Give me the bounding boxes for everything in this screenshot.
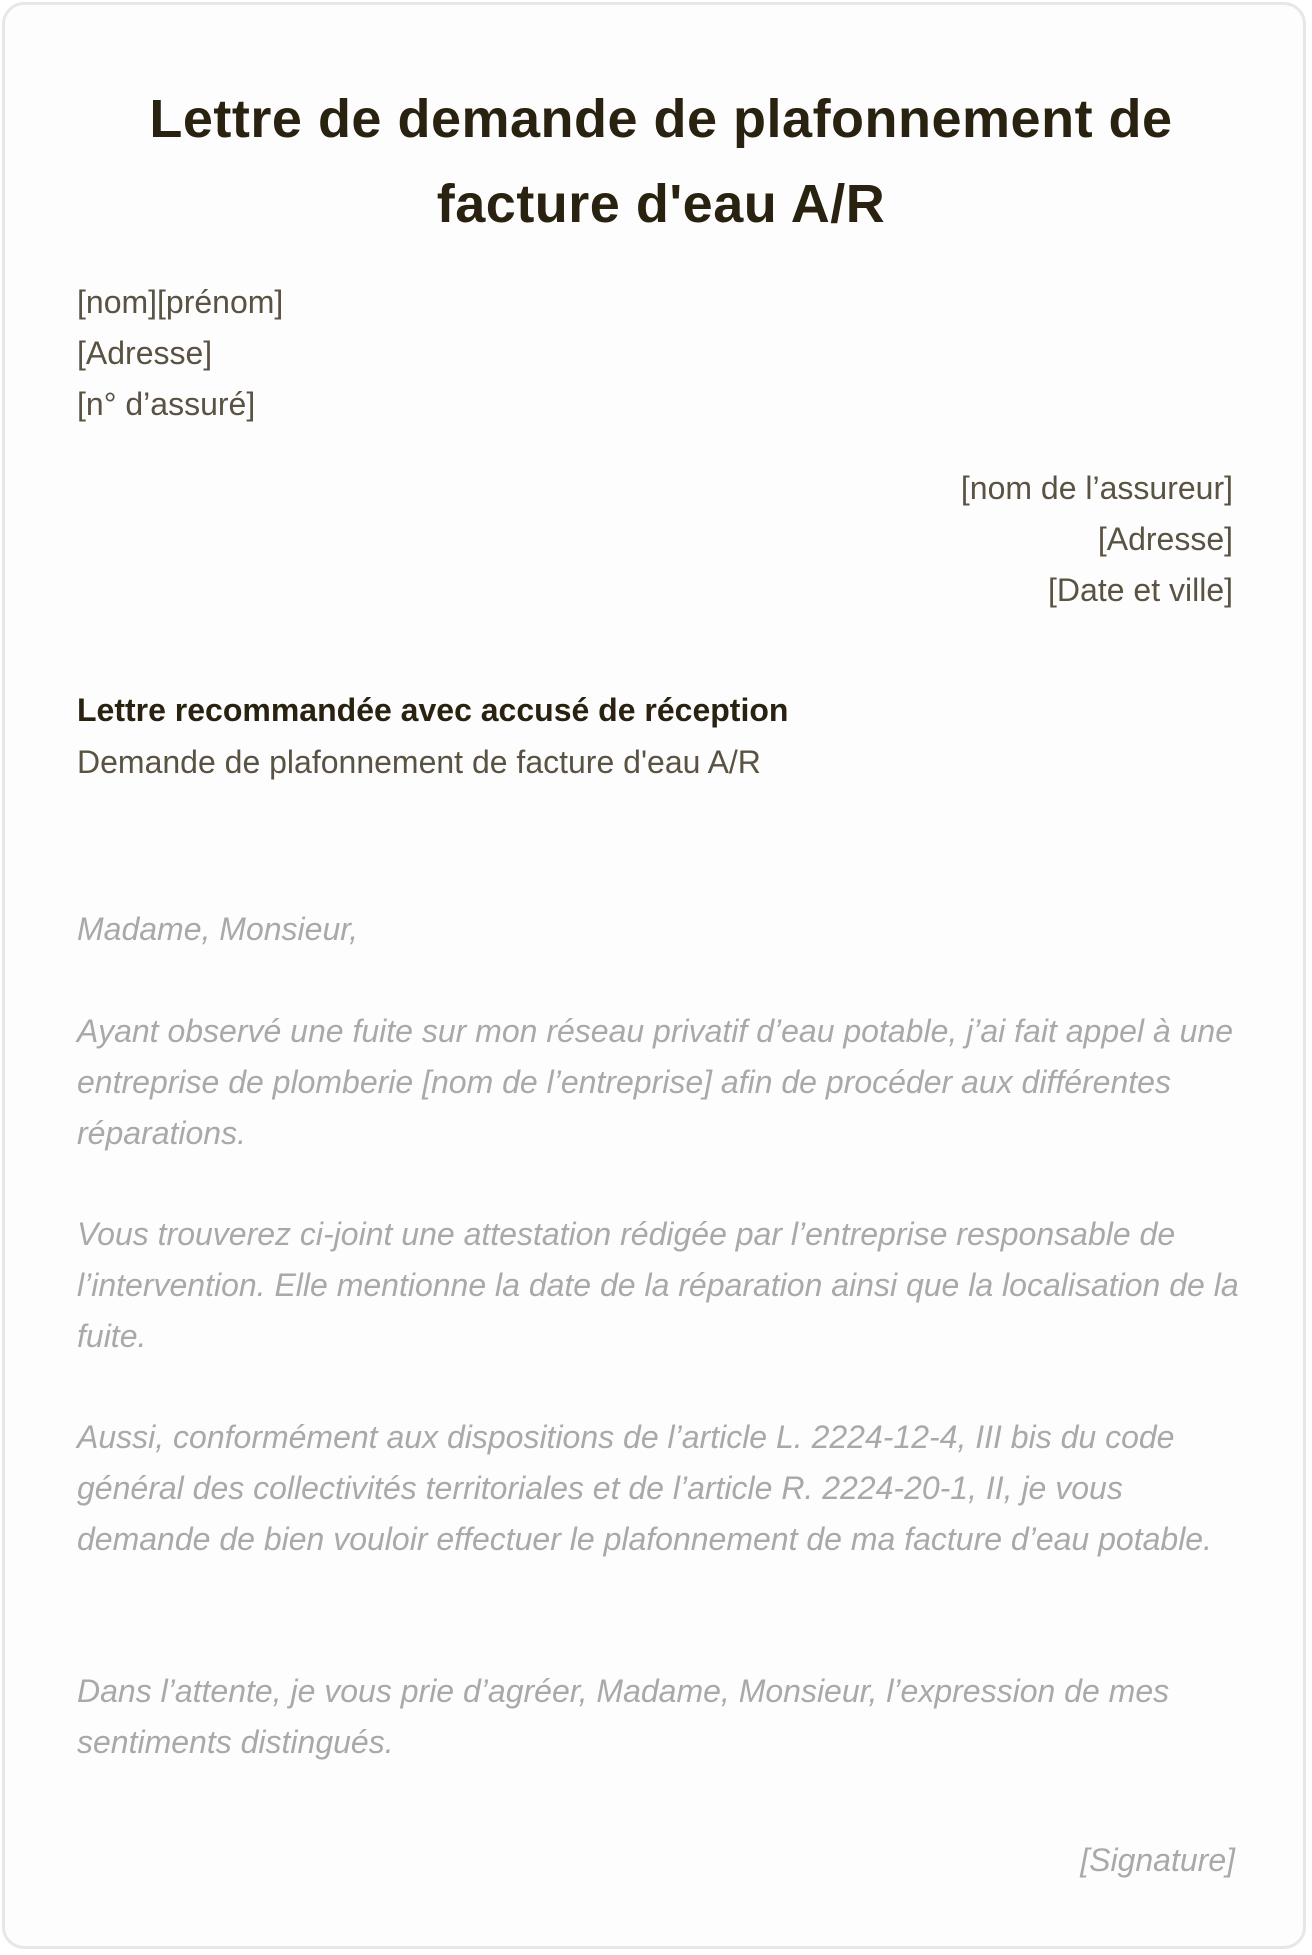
recipient-date-city: [Date et ville] (1048, 572, 1233, 608)
body-paragraph-3: Aussi, conformément aux dispositions de l’article L. 2224-12-4, III bis du code général des collectivités territoriales et de l’article R. 2224-20-1, II, je vous demande de bien vouloir effectuer le plafonnement de ma facture d’eau potable. (77, 1419, 1212, 1557)
recipient-insurer-name: [nom de l’assureur] (960, 470, 1233, 506)
page-title (85, 77, 1237, 247)
title-line-1: Lettre de demande de plafonnement de (149, 89, 1173, 149)
letter-subject: Demande de plafonnement de facture d'eau A/R (77, 744, 761, 780)
sender-insured-number: [n° d’assuré] (77, 386, 256, 422)
letter-card (2, 2, 1306, 1949)
greeting: Madame, Monsieur, (77, 911, 359, 947)
sender-name: [nom][prénom] (77, 284, 284, 320)
sender-address: [Adresse] (77, 335, 213, 371)
title-line-2: facture d'eau A/R (436, 174, 886, 234)
closing-paragraph: Dans l’attente, je vous prie d’agréer, Madame, Monsieur, l’expression de mes sentiments distingués. (77, 1673, 1170, 1760)
delivery-mode: Lettre recommandée avec accusé de réception (77, 692, 789, 728)
body-paragraph-2: Vous trouverez ci-joint une attestation rédigée par l’entreprise responsable de l’intervention. Elle mentionne la date de la réparation ainsi que la localisation de la fuite. (77, 1216, 1239, 1354)
signature-placeholder: [Signature] (1080, 1842, 1235, 1878)
body-paragraph-1: Ayant observé une fuite sur mon réseau privatif d’eau potable, j’ai fait appel à une entreprise de plomberie [nom de l’entreprise] afin de procéder aux différentes réparations. (77, 1013, 1233, 1151)
recipient-address: [Adresse] (1097, 521, 1233, 557)
